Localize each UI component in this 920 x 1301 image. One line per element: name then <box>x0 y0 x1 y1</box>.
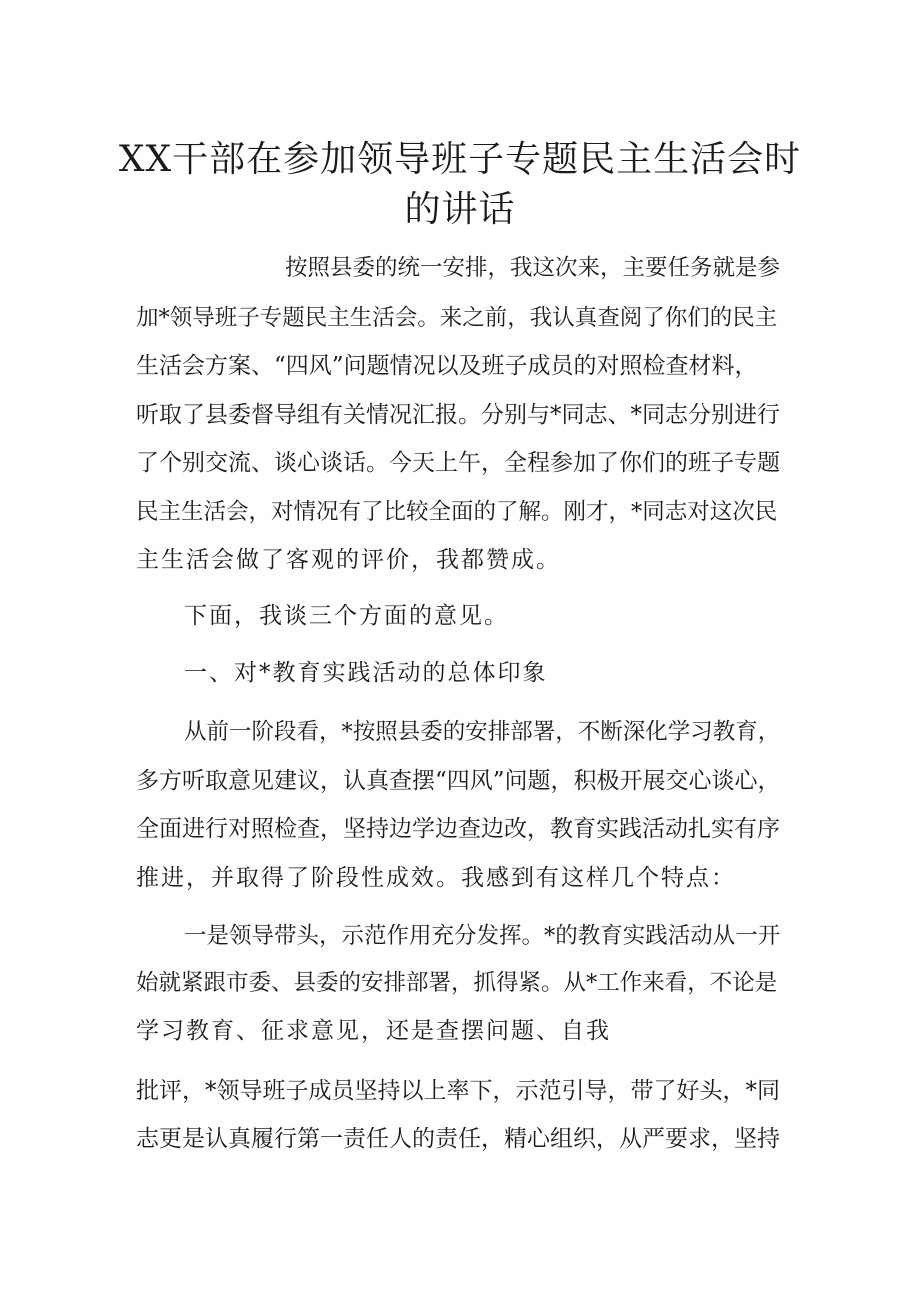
body-line-4: 听取了县委督导组有关情况汇报。分别与*同志、*同志分别进行 <box>136 402 780 428</box>
body-line-10: 从前一阶段看，*按照县委的安排部署，不断深化学习教育， <box>184 719 781 745</box>
body-line-12: 全面进行对照检查，坚持边学边查边改，教育实践活动扎实有序 <box>136 816 780 842</box>
body-line-11: 多方听取意见建议，认真查摆“四风”问题，积极开展交心谈心， <box>136 768 781 794</box>
body-line-5: 了个别交流、谈心谈话。今天上午，全程参加了你们的班子专题 <box>136 450 780 476</box>
body-line-13: 推进，并取得了阶段性成效。我感到有这样几个特点： <box>136 865 736 891</box>
body-line-18: 志更是认真履行第一责任人的责任，精心组织，从严要求，坚持 <box>136 1126 780 1152</box>
section-heading-1: 一、对*教育实践活动的总体印象 <box>184 660 548 686</box>
body-line-3: 生活会方案、“四风”问题情况以及班子成员的对照检查材料， <box>136 353 758 379</box>
body-line-16: 学习教育、征求意见，还是查摆问题、自我 <box>136 1018 611 1044</box>
body-line-7: 主生活会做了客观的评价，我都赞成。 <box>136 547 561 573</box>
document-title-line-2: 的讲话 <box>404 189 516 230</box>
body-line-15: 始就紧跟市委、县委的安排部署，抓得紧。从*工作来看，不论是 <box>136 970 778 996</box>
body-line-14: 一是领导带头，示范作用充分发挥。*的教育实践活动从一开 <box>184 923 781 949</box>
body-line-1: 按照县委的统一安排，我这次来，主要任务就是参 <box>285 255 781 281</box>
body-line-8: 下面，我谈三个方面的意见。 <box>184 603 509 629</box>
body-line-2: 加*领导班子专题民主生活会。来之前，我认真查阅了你们的民主 <box>136 305 778 331</box>
body-line-6: 民主生活会，对情况有了比较全面的了解。刚才，*同志对这次民 <box>136 499 778 525</box>
document-title-line-1: XX干部在参加领导班子专题民主生活会时 <box>118 139 802 180</box>
body-line-17: 批评，*领导班子成员坚持以上率下，示范引导，带了好头，*同 <box>136 1078 780 1104</box>
